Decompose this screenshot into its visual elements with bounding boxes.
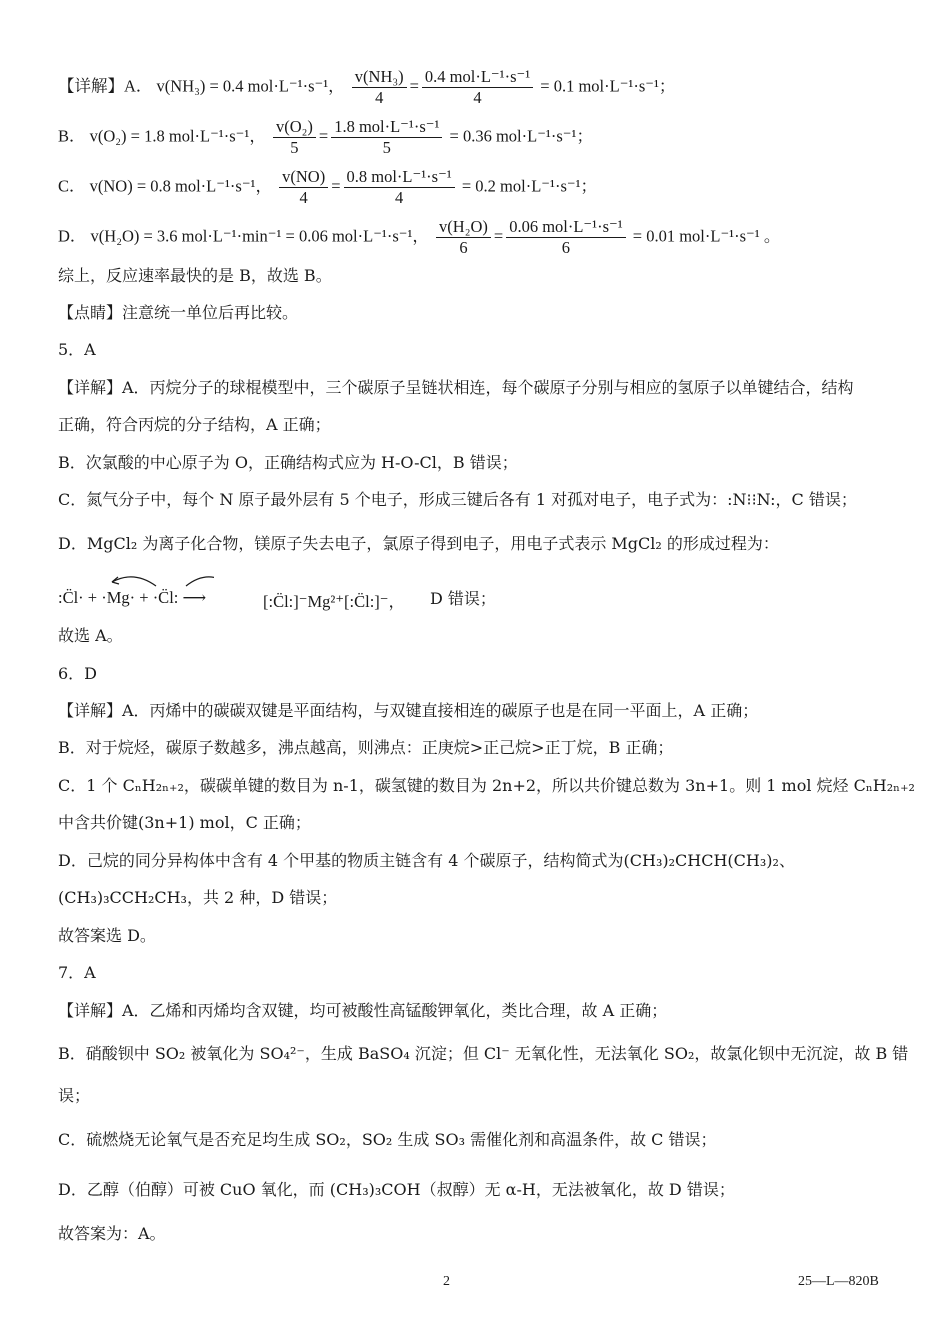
q4-b-value [331, 118, 442, 157]
q4-a-ratio [352, 68, 407, 107]
q4-tip: 【点睛】注意统一单位后再比较。 [58, 303, 299, 322]
q7-option-b-line2: 误； [58, 1086, 91, 1105]
q4-a-ratio-num: v(NH₃) [352, 68, 407, 88]
q5-option-a-line2: 正确，符合丙烷的分子结构，A 正确； [58, 415, 331, 434]
q4-option-b: B． v(O₂) = 1.8 mol·L⁻¹·s⁻¹， $\frac{\text{v(O₂)}}{5}$ = $\frac{\text{1.8 mol·L⁻¹·s⁻¹}}{5}$ = 0.36 mol·L⁻¹·s⁻¹； [58, 117, 593, 157]
q4-b-value-den: 5 [382, 138, 391, 157]
q6-option-c-line1: C．1 个 CₙH₂ₙ₊₂，碳碳单键的数目为 n-1，碳氢键的数目为 2n+2，所以共价键总数为 3n+1。则 1 mol 烷烃 CₙH₂ₙ₊₂ [58, 776, 915, 795]
q5-option-b: B．次氯酸的中心原子为 O，正确结构式应为 H-O-Cl，B 错误； [58, 453, 518, 472]
q6-option-d-line2: (CH₃)₃CCH₂CH₃，共 2 种，D 错误； [58, 888, 338, 907]
q4-d-ratio-den: 6 [459, 238, 468, 257]
q4-a-prefix: 【详解】A． [58, 76, 153, 96]
q4-d-result: = 0.01 mol·L⁻¹·s⁻¹ 。 [632, 226, 781, 246]
q7-option-d: D．乙醇（伯醇）可被 CuO 氧化，而 (CH₃)₃COH（叔醇）无 α-H，无法被氧化，故 D 错误； [58, 1180, 735, 1199]
q4-b-given: v(O₂) = 1.8 mol·L⁻¹·s⁻¹， [89, 126, 266, 146]
q4-b-prefix: B． [58, 126, 86, 146]
q4-summary: 综上，反应速率最快的是 B，故选 B。 [58, 266, 332, 285]
q4-option-d: D． v(H₂O) = 3.6 mol·L⁻¹·min⁻¹ = 0.06 mol·L⁻¹·s⁻¹， $\frac{\text{v(H₂O)}}{6}$ = $\frac{\text{0.06 mol·L⁻¹·s⁻¹}}{6}$ = 0.01 mol·L⁻¹·s⁻¹ 。 [58, 217, 781, 257]
q7-answer: 故答案为：A。 [58, 1224, 166, 1243]
q6-answer: 故答案选 D。 [58, 926, 156, 945]
q6-option-d-line1: D．己烷的同分异构体中含有 4 个甲基的物质主链含有 4 个碳原子，结构简式为(CH₃)₂CHCH(CH₃)₂、 [58, 851, 795, 870]
q5-option-a-line1: 【详解】A．丙烷分子的球棍模型中，三个碳原子呈链状相连，每个碳原子分别与相应的氢原子以单键结合，结构 [58, 378, 854, 397]
q4-d-ratio [436, 218, 491, 257]
q7-option-c: C．硫燃烧无论氧气是否充足均生成 SO₂，SO₂ 生成 SO₃ 需催化剂和高温条件，故 C 错误； [58, 1130, 717, 1149]
q4-d-value-num: 0.06 mol·L⁻¹·s⁻¹ [506, 218, 625, 238]
q4-b-ratio-den: 5 [290, 138, 299, 157]
mgcl2-formation-diagram [58, 578, 518, 614]
q7-option-b-line1: B．硝酸钡中 SO₂ 被氧化为 SO₄²⁻，生成 BaSO₄ 沉淀；但 Cl⁻ 无氧化性，无法氧化 SO₂，故氯化钡中无沉淀，故 B 错 [58, 1044, 909, 1063]
q4-a-result: = 0.1 mol·L⁻¹·s⁻¹； [540, 76, 676, 96]
q6-option-c-line2: 中含共价键(3n+1) mol，C 正确； [58, 813, 311, 832]
q5-option-d: D．MgCl₂ 为离子化合物，镁原子失去电子，氯原子得到电子，用电子式表示 MgCl₂ 的形成过程为： [58, 534, 779, 553]
q4-b-result: = 0.36 mol·L⁻¹·s⁻¹； [449, 126, 593, 146]
q4-a-value [422, 68, 533, 107]
q4-d-prefix: D． [58, 226, 87, 246]
q4-d-given: v(H₂O) = 3.6 mol·L⁻¹·min⁻¹ = 0.06 mol·L⁻¹·s⁻¹， [90, 226, 429, 246]
page-number: 2 [443, 1274, 450, 1289]
q6-option-b: B．对于烷烃，碳原子数越多，沸点越高，则沸点：正庚烷>正己烷>正丁烷，B 正确； [58, 738, 674, 757]
formation-product: [:C̈l:]⁻Mg²⁺[:C̈l:]⁻， [263, 592, 405, 611]
formation-verdict: D 错误； [430, 589, 496, 608]
q5-answer: 故选 A。 [58, 626, 123, 645]
q4-option-a: 【详解】A． v(NH₃) = 0.4 mol·L⁻¹·s⁻¹， $\frac{\text{v(NH₃)}}{4}$ = $\frac{\text{0.4 mol·L⁻¹·s⁻¹}}{4}$ = 0.1 mol·L⁻¹·s⁻¹； [58, 67, 676, 107]
q4-c-ratio-den: 4 [299, 188, 308, 207]
q4-option-c: C． v(NO) = 0.8 mol·L⁻¹·s⁻¹， $\frac{v(NO)}{4}$ = $\frac{\text{0.8 mol·L⁻¹·s⁻¹}}{4}$ = 0.2 mol·L⁻¹·s⁻¹； [58, 167, 598, 207]
q6-option-a: 【详解】A．丙烯中的碳碳双键是平面结构，与双键直接相连的碳原子也是在同一平面上，A 正确； [58, 701, 759, 720]
q4-b-value-num: 1.8 mol·L⁻¹·s⁻¹ [331, 118, 442, 138]
q4-a-given: v(NH₃) = 0.4 mol·L⁻¹·s⁻¹， [156, 76, 345, 96]
q4-c-given: v(NO) = 0.8 mol·L⁻¹·s⁻¹， [89, 176, 272, 196]
q4-c-value-num: 0.8 mol·L⁻¹·s⁻¹ [344, 168, 455, 188]
q4-a-value-num: 0.4 mol·L⁻¹·s⁻¹ [422, 68, 533, 88]
q4-d-ratio-num: v(H₂O) [436, 218, 491, 238]
doc-code: 25—L—820B [798, 1274, 879, 1289]
q4-a-ratio-den: 4 [375, 88, 384, 107]
q4-a-value-den: 4 [473, 88, 482, 107]
q7-option-a: 【详解】A．乙烯和丙烯均含双键，均可被酸性高锰酸钾氧化，类比合理，故 A 正确； [58, 1001, 668, 1020]
q4-d-value [506, 218, 625, 257]
q4-b-ratio [273, 118, 316, 157]
formation-reactants: :C̈l· + ·Mg· + ·C̈l: ⟶ [58, 588, 207, 607]
q4-c-result: = 0.2 mol·L⁻¹·s⁻¹； [461, 176, 598, 196]
q5-heading: 5．A [58, 340, 96, 359]
q4-d-value-den: 6 [561, 238, 571, 257]
q4-c-value-den: 4 [395, 188, 404, 207]
q4-c-value [344, 168, 455, 207]
q4-c-prefix: C． [58, 176, 86, 196]
q6-heading: 6．D [58, 664, 98, 683]
q5-option-c: C．氮气分子中，每个 N 原子最外层有 5 个电子，形成三键后各有 1 对孤对电子，电子式为：:N⁝⁝N:，C 错误； [58, 490, 857, 509]
q4-b-ratio-num: v(O₂) [273, 118, 316, 138]
q7-heading: 7．A [58, 963, 96, 982]
q4-c-ratio [279, 168, 328, 207]
q4-c-ratio-num: v(NO) [279, 168, 328, 188]
